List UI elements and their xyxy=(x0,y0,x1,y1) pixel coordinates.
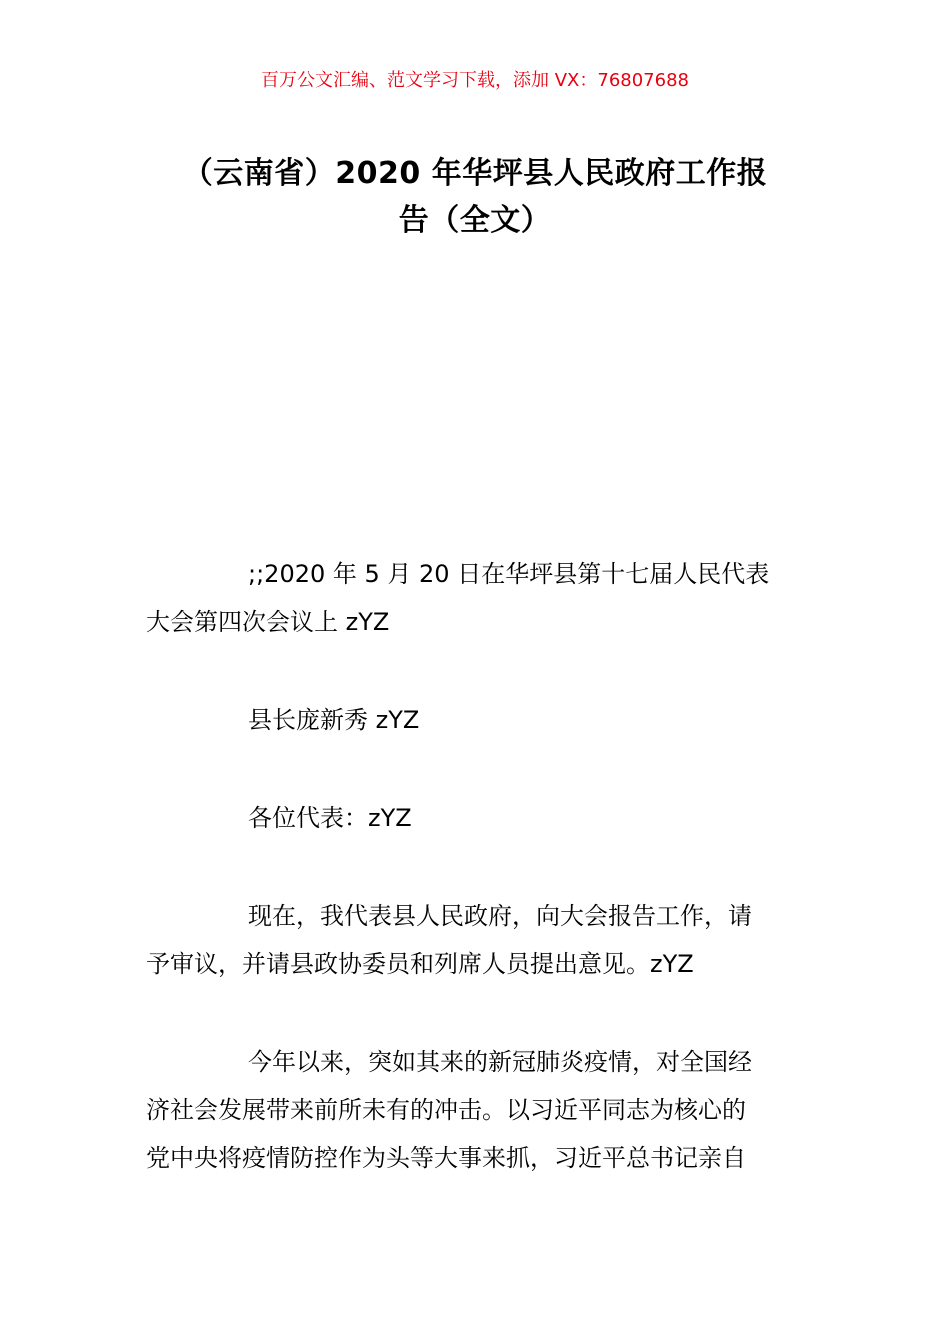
paragraph-line: 党中央将疫情防控作为头等大事来抓，习近平总书记亲自 xyxy=(146,1144,746,1172)
paragraph-line: 县长庞新秀 zYZ xyxy=(248,706,420,734)
paragraph-line: 现在，我代表县人民政府，向大会报告工作，请 xyxy=(248,902,752,930)
promo-header: 百万公文汇编、范文学习下载，添加 VX：76807688 xyxy=(261,70,689,91)
title-line-2: 告（全文） xyxy=(398,203,552,238)
paragraph-line: 各位代表：zYZ xyxy=(248,804,412,832)
paragraph-salutation xyxy=(146,794,808,842)
paragraph-meeting-info xyxy=(146,550,808,646)
document-body xyxy=(146,550,808,1232)
paragraph-line: ;;2020 年 5 月 20 日在华坪县第十七届人民代表 xyxy=(248,560,770,588)
paragraph-opening xyxy=(146,892,808,988)
paragraph-line: 今年以来，突如其来的新冠肺炎疫情，对全国经 xyxy=(248,1048,752,1076)
paragraph-line: 大会第四次会议上 zYZ xyxy=(146,608,390,636)
paragraph-line: 予审议，并请县政协委员和列席人员提出意见。zYZ xyxy=(146,950,694,978)
title-line-1: （云南省）2020 年华坪县人民政府工作报 xyxy=(182,156,768,191)
paragraph-pandemic xyxy=(146,1038,808,1182)
paragraph-speaker xyxy=(146,696,808,744)
document-title xyxy=(140,150,810,244)
paragraph-line: 济社会发展带来前所未有的冲击。以习近平同志为核心的 xyxy=(146,1096,746,1124)
